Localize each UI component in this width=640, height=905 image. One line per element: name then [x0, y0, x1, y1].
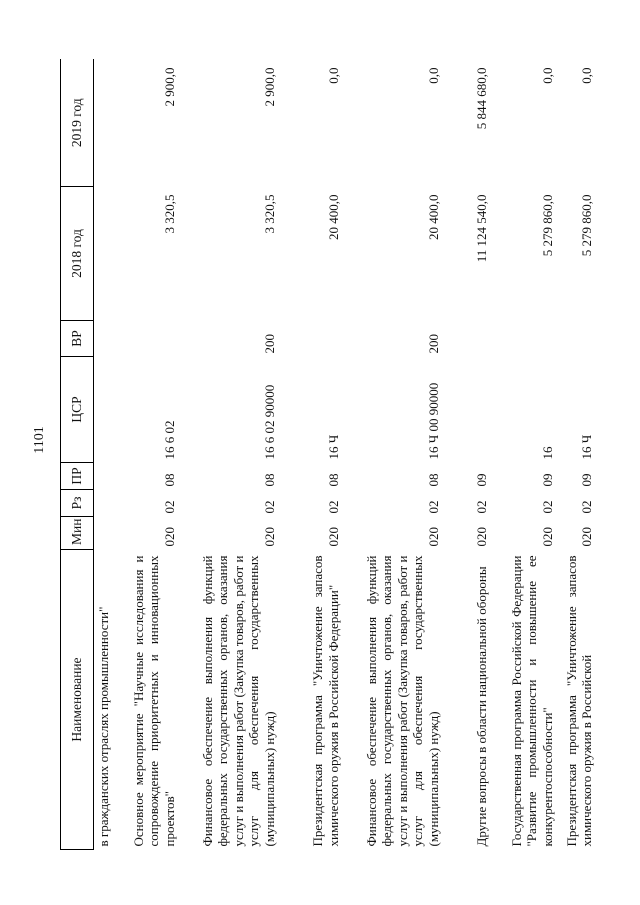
- rotated-table-page: [60, 60, 600, 850]
- row-vr: [560, 321, 599, 357]
- row-pr: 09: [540, 473, 555, 487]
- row-pr: 08: [326, 473, 341, 487]
- table-row: [182, 60, 282, 850]
- row-vr: [494, 321, 560, 357]
- row-name: Основное мероприятие "Научные исследования и сопровождение приоритетных и инновационных проектов": [130, 555, 177, 847]
- continuation-text: в гражданских отраслях промышленности": [96, 606, 111, 847]
- row-min: 020: [262, 527, 277, 547]
- table-row: [446, 60, 494, 850]
- row-name: Финансовое обеспечение выполнения функций федеральных государственных органов, оказания услуг и выполнения работ (Закупка товаров, работ и услуг для обеспечения государственных (муниципальных) нужд): [363, 555, 441, 847]
- row-rz: 02: [579, 500, 595, 514]
- row-vr: [116, 321, 182, 357]
- table-row: [346, 60, 446, 850]
- row-pr: 09: [579, 473, 595, 487]
- row-csr: 16 Ч: [579, 434, 595, 460]
- budget-table: [60, 60, 599, 851]
- row-csr: 16 6 02 90000: [262, 384, 277, 460]
- row-rz: 02: [540, 500, 555, 514]
- row-2018: 3 320,5: [162, 194, 177, 234]
- row-name: Президентская программа "Уничтожение запасов химического оружия в Российской Федерации": [310, 555, 341, 847]
- row-min: 020: [162, 527, 177, 547]
- row-2019: 2 900,0: [262, 67, 277, 107]
- header-rz: Рз: [61, 490, 94, 517]
- row-2018: 20 400,0: [326, 194, 341, 240]
- header-2018: 2018 год: [61, 187, 94, 321]
- row-rz: 02: [162, 500, 177, 514]
- row-2019: 0,0: [540, 67, 555, 84]
- header-vr: ВР: [61, 321, 94, 357]
- header-csr: ЦСР: [61, 357, 94, 463]
- table-row: [282, 60, 346, 850]
- row-2018: 20 400,0: [426, 194, 441, 240]
- row-pr: 08: [426, 473, 441, 487]
- row-vr: [282, 321, 346, 357]
- continuation-row: [94, 60, 116, 850]
- row-2018: 3 320,5: [262, 194, 277, 234]
- row-pr: 08: [162, 473, 177, 487]
- row-min: 020: [426, 527, 441, 547]
- row-2019: 0,0: [579, 67, 595, 84]
- header-min: Мин: [61, 517, 94, 550]
- row-csr: 16 Ч: [326, 434, 341, 460]
- row-2018: 5 279 860,0: [540, 194, 555, 257]
- table-row: [494, 60, 560, 850]
- row-vr: 200: [262, 334, 277, 354]
- row-csr: [446, 357, 494, 463]
- row-2018: 11 124 540,0: [474, 194, 489, 263]
- table-row: [116, 60, 182, 850]
- row-vr: 200: [426, 334, 441, 354]
- row-2019: 5 844 680,0: [474, 67, 489, 130]
- row-rz: 02: [262, 500, 277, 514]
- row-name: Президентская программа "Уничтожение запасов химического оружия в Российской: [563, 555, 595, 847]
- header-2019: 2019 год: [61, 60, 94, 187]
- header-pr: ПР: [61, 463, 94, 490]
- table-row: [560, 60, 599, 850]
- row-rz: 02: [426, 500, 441, 514]
- row-name: Другие вопросы в области национальной обороны: [474, 566, 489, 847]
- row-csr: 16 Ч 00 90000: [426, 382, 441, 460]
- row-2018: 5 279 860,0: [579, 194, 595, 257]
- row-csr: 16: [540, 446, 555, 460]
- row-rz: 02: [326, 500, 341, 514]
- header-name: Наименование: [61, 550, 94, 850]
- row-pr: 09: [474, 473, 489, 487]
- row-min: 020: [540, 527, 555, 547]
- row-min: 020: [326, 527, 341, 547]
- row-vr: [446, 321, 494, 357]
- row-name: Финансовое обеспечение выполнения функций федеральных государственных органов, оказания услуг и выполнения работ (Закупка товаров, работ и услуг для обеспечения государственных (муниципальных) нужд): [199, 555, 277, 847]
- row-pr: 08: [262, 473, 277, 487]
- row-2019: 0,0: [326, 67, 341, 84]
- row-min: 020: [474, 527, 489, 547]
- page-number: 1101: [32, 426, 47, 454]
- row-name: Государственная программа Российской Федерации "Развитие промышленности и повышение ее конкурентоспособности": [508, 555, 555, 847]
- row-2019: 2 900,0: [162, 67, 177, 107]
- row-2019: 0,0: [426, 67, 441, 84]
- row-csr: 16 6 02: [162, 420, 177, 460]
- row-rz: 02: [474, 500, 489, 514]
- row-min: 020: [579, 527, 595, 547]
- table-header-row: [61, 60, 94, 850]
